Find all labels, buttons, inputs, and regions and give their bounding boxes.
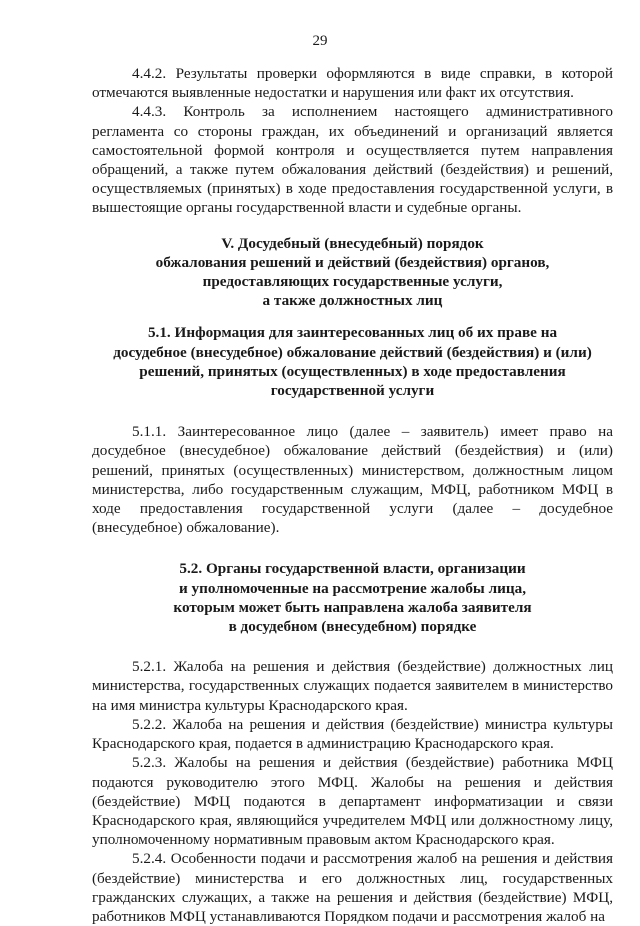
heading-line: досудебное (внесудебное) обжалование действий (бездействия) и (или): [113, 343, 592, 361]
heading-line: в досудебном (внесудебном) порядке: [228, 618, 477, 636]
paragraph-4-4-2: 4.4.2. Результаты проверки оформляются в виде справки, в которой отмечаются выявленные недостатки и нарушения или факт их отсутствия.: [92, 65, 613, 102]
paragraph-5-2-3: 5.2.3. Жалобы на решения и действия (бездействие) работника МФЦ подаются руководителю этого МФЦ. Жалобы на решения и действия (бездействие) МФЦ подаются в департамент информатизации и связи Краснодарского края, являющийся учредителем МФЦ или должностному лицу, уполномоченному нормативным правовым актом Краснодарского края.: [92, 754, 613, 849]
heading-line: которым может быть направлена жалоба заявителя: [173, 598, 532, 616]
paragraph-4-4-3: 4.4.3. Контроль за исполнением настоящего административного регламента со стороны граждан, их объединений и организаций является самостоятельной формой контроля и осуществляется путем направления обращений, а также путем обжалования действий (бездействия) и решений, осуществляемых (принятых) в ходе предоставления государственной услуги, в вышестоящие органы государственной власти и судебные органы.: [92, 103, 613, 217]
page-number: 29: [312, 33, 328, 49]
section-5-2-heading: [92, 559, 613, 636]
paragraph-5-2-2: 5.2.2. Жалоба на решения и действия (бездействие) министра культуры Краснодарского края, подается в администрацию Краснодарского края.: [92, 715, 613, 753]
heading-line: государственной услуги: [270, 382, 435, 400]
paragraph-5-2-1: 5.2.1. Жалоба на решения и действия (бездействие) должностных лиц министерства, государственных служащих подается заявителем в министерство на имя министра культуры Краснодарского края.: [92, 658, 613, 714]
heading-line: 5.2. Органы государственной власти, организации: [179, 560, 526, 578]
section-5-1-heading: [92, 323, 613, 400]
heading-line: предоставляющих государственные услуги,: [202, 273, 503, 291]
heading-line: 5.1. Информация для заинтересованных лиц об их праве на: [147, 324, 558, 342]
heading-line: а также должностных лиц: [262, 292, 443, 310]
heading-line: обжалования решений и действий (бездействия) органов,: [155, 253, 550, 271]
heading-line: решений, принятых (осуществленных) в ходе предоставления: [139, 362, 566, 380]
heading-line: V. Досудебный (внесудебный) порядок: [221, 234, 484, 252]
page-content: [92, 64, 613, 926]
section-v-heading: [92, 234, 613, 311]
paragraph-5-2-4: 5.2.4. Особенности подачи и рассмотрения жалоб на решения и действия (бездействие) министерства и его должностных лиц, государственных гражданских служащих, а также на решения и действия (бездействие) МФЦ, работников МФЦ устанавливаются Порядком подачи и рассмотрения жалоб на: [92, 850, 613, 925]
heading-line: и уполномоченные на рассмотрение жалобы лица,: [179, 579, 526, 597]
paragraph-5-1-1: 5.1.1. Заинтересованное лицо (далее – заявитель) имеет право на досудебное (внесудебное) обжалование действий (бездействия) и (или) решений, принятых (осуществленных) министерством, должностным лицом министерства, либо государственным служащим, МФЦ, работником МФЦ в ходе предоставления государственной услуги (далее – досудебное (внесудебное) обжалование).: [92, 423, 613, 537]
